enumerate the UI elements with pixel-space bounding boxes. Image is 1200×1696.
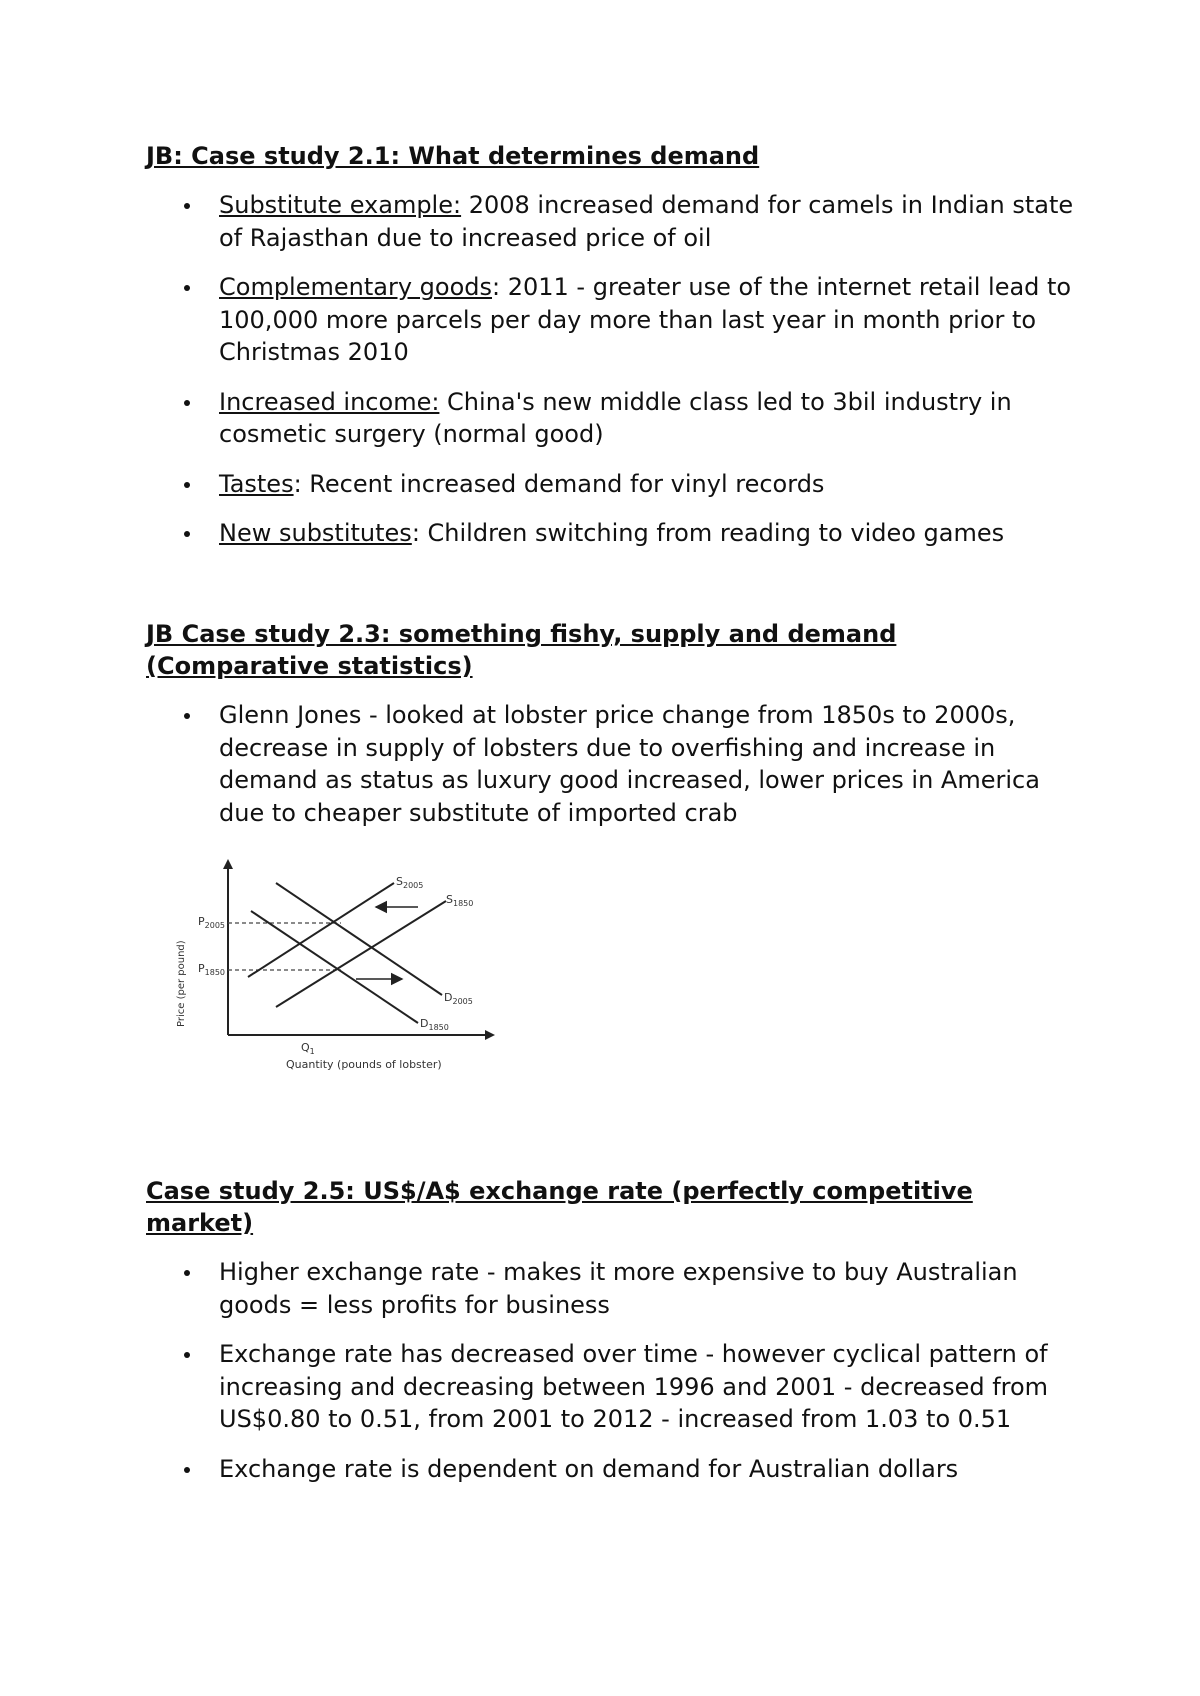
item-text: China's new middle class led to 3bil industry in cosmetic surgery (normal good) [219,387,1012,448]
q1-label: $Q_1$ [301,1041,315,1056]
item-label: Increased income: [219,387,440,416]
list-item: Exchange rate has decreased over time - however cyclical pattern of increasing and decreasing between 1996 and 2001 - decreased from US$0.80 to 0.51, from 2001 to 2012 - increased from 1.03 to 0.51 [146,1338,1076,1436]
list-item [146,517,1076,550]
y-axis-label: Price (per pound) [176,940,187,1027]
s2005-label: $S_{2005}$ [396,875,424,890]
item-text: : Children switching from reading to video games [411,519,1005,547]
list-item [146,271,1076,369]
bullet-list [146,1256,1076,1485]
item-label: New substitutes [219,519,412,547]
section-case-study-2-3 [146,618,1076,829]
p1850-label: $P_{1850}$ [198,962,225,977]
supply-demand-diagram [156,855,516,1105]
diagram-svg [156,855,516,1105]
x-axis-arrow-icon [485,1030,495,1040]
list-item [146,386,1076,451]
list-item [146,468,1076,501]
item-text: 2008 increased demand for camels in Indian state of Rajasthan due to increased price of oil [219,191,1074,252]
p2005-label: $P_{2005}$ [198,915,225,930]
section-case-study-2-1 [146,140,1076,550]
section-heading: JB Case study 2.3: something fishy, supply and demand (Comparative statistics) [146,620,897,680]
bullet-list [146,699,1076,829]
supply-curve-1850 [276,901,446,1007]
item-label: Tastes [219,469,294,498]
item-label: Complementary goods [219,273,492,301]
section-heading: Case study 2.5: US$/A$ exchange rate (perfectly competitive market) [146,1177,973,1237]
s1850-label: $S_{1850}$ [446,893,474,908]
bullet-list [146,189,1076,550]
section-heading: JB: Case study 2.1: What determines demand [146,142,760,170]
list-item [146,189,1076,254]
list-item: Higher exchange rate - makes it more expensive to buy Australian goods = less profits for business [146,1256,1076,1321]
list-item: Glenn Jones - looked at lobster price change from 1850s to 2000s, decrease in supply of lobsters due to overfishing and increase in demand as status as luxury good increased, lower prices in America due to cheaper substitute of imported crab [146,699,1076,829]
document-page [146,140,1076,1483]
supply-curve-2005 [248,883,394,977]
section-case-study-2-5 [146,1175,1076,1485]
item-text: : Recent increased demand for vinyl records [293,469,825,498]
x-axis-label: Quantity (pounds of lobster) [286,1058,442,1071]
d2005-label: $D_{2005}$ [444,991,473,1006]
item-label: Substitute example: [219,191,462,219]
d1850-label: $D_{1850}$ [420,1017,449,1032]
item-text: : 2011 - greater use of the internet retail lead to 100,000 more parcels per day more than last year in month prior to Christmas 2010 [219,273,1072,366]
y-axis-arrow-icon [223,859,233,869]
list-item: Exchange rate is dependent on demand for Australian dollars [146,1453,1076,1486]
